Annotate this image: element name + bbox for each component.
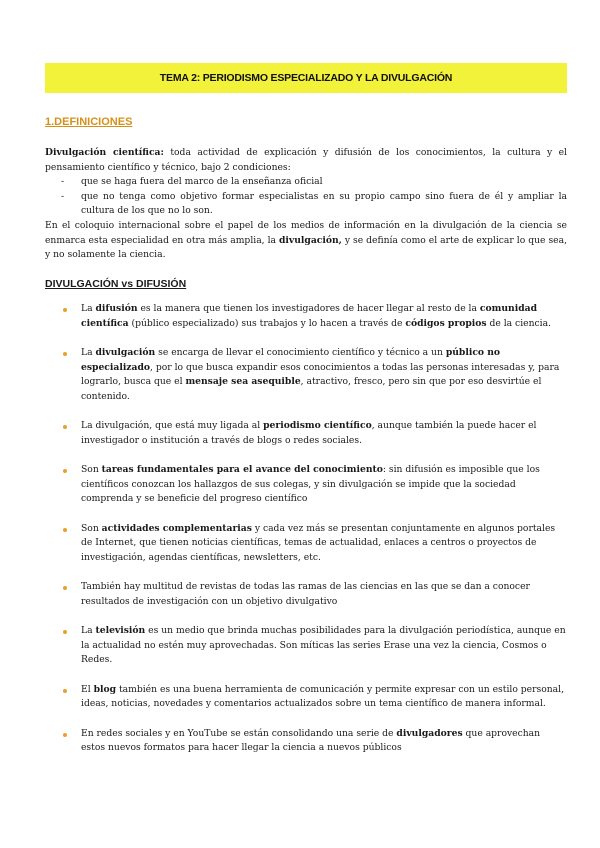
title-banner xyxy=(45,63,567,93)
bullet-text: (público especializado) sus trabajos y lo hacen a través de xyxy=(128,317,406,329)
bullet-item xyxy=(45,580,567,609)
bullet-bold-text: divulgación xyxy=(95,346,156,358)
bullet-text: que aprovechan estos nuevos formatos para hacer llegar la ciencia a nuevos públicos xyxy=(81,727,541,754)
bullet-bold-text: periodismo científico xyxy=(263,420,372,432)
bullet-dot-icon xyxy=(63,308,67,312)
conditions-list xyxy=(45,175,567,219)
bullet-dot-icon xyxy=(63,689,67,693)
bullet-text: , aunque también la puede hacer el investigador o institución a través de blogs o redes sociales. xyxy=(81,420,537,446)
condition-text: que se haga fuera del marco de la enseñanza oficial xyxy=(81,176,323,188)
section-heading-divulgacion-vs-difusion: DIVULGACIÓN vs DIFUSIÓN xyxy=(45,278,187,290)
bullet-item xyxy=(45,522,567,566)
bullet-text: La xyxy=(81,625,96,637)
bullet-text: y cada vez más se presentan conjuntamente en algunos portales de Internet, que tienen noticias científicas, temas de actualidad, enlaces a centros o proyectos de investigación, agendas científicas, newsletters, etc. xyxy=(81,522,556,563)
section-heading-definiciones: 1.DEFINICIONES xyxy=(45,116,133,128)
bullet-text: : sin difusión es imposible que los científicos conozcan los hallazgos de sus colegas, y sin divulgación se impide que la sociedad comprenda y se beneficie del progreso científico xyxy=(81,464,540,505)
bullet-bold-text: actividades complementarias xyxy=(101,522,252,534)
colloquium-text: En el coloquio internacional sobre el papel de los medios de información en la divulgación de la ciencia se enmarca esta especialidad en otra más amplia, la xyxy=(45,219,567,246)
bullet-list xyxy=(45,302,567,771)
bullet-text: En redes sociales y en YouTube se están consolidando una serie de xyxy=(81,727,397,739)
bullet-item xyxy=(45,346,567,404)
bullet-text: es la manera que tienen los investigadores de hacer llegar al resto de la xyxy=(137,303,480,314)
colloquium-paragraph xyxy=(45,219,567,263)
page-title: TEMA 2: PERIODISMO ESPECIALIZADO Y LA DIVULGACIÓN xyxy=(159,72,453,84)
bullet-bold-text: mensaje sea asequible xyxy=(185,376,301,388)
list-item xyxy=(45,175,567,190)
bullet-item xyxy=(45,683,567,712)
colloquium-text-end: y se definía como el arte de explicar lo que sea, y no solamente la ciencia. xyxy=(45,234,567,261)
bullet-text: El xyxy=(81,683,94,695)
bullet-dot-icon xyxy=(63,733,67,737)
bullet-text: se encarga de llevar el conocimiento científico y técnico a un xyxy=(155,346,446,358)
bullet-item xyxy=(45,302,567,331)
list-item xyxy=(45,190,567,219)
bullet-text: La xyxy=(81,346,96,358)
bullet-dot-icon xyxy=(63,352,67,356)
condition-text: que no tenga como objetivo formar especialistas en su propio campo sino fuera de él y ampliar la cultura de los que no lo son. xyxy=(81,190,567,217)
bullet-bold-text: comunidad científica xyxy=(81,303,538,329)
bullet-bold-text: público no especializado xyxy=(81,346,501,373)
bullet-dot-icon xyxy=(63,528,67,532)
bullet-text: también es una buena herramienta de comunicación y permite expresar con un estilo personal, ideas, noticias, novedades y comentarios actualizados sobre un tema científico de manera informal. xyxy=(81,683,564,710)
colloquium-bold: divulgación, xyxy=(278,234,342,246)
bullet-bold-text: blog xyxy=(93,683,117,695)
bullet-item xyxy=(45,419,567,448)
bullet-bold-text: códigos propios xyxy=(405,317,487,329)
definition-text: toda actividad de explicación y difusión de los conocimientos, la cultura y el pensamiento científico y técnico, bajo 2 condiciones: xyxy=(45,147,567,173)
bullet-text: de la ciencia. xyxy=(486,317,551,329)
bullet-dot-icon xyxy=(63,425,67,429)
bullet-text: También hay multitud de revistas de todas las ramas de las ciencias en las que se dan a conocer resultados de investigación con un objetivo divulgativo xyxy=(81,581,530,607)
bullet-text: La divulgación, que está muy ligada al xyxy=(81,420,264,432)
definition-block xyxy=(45,146,567,263)
bullet-text: Son xyxy=(81,464,102,476)
bullet-text: La xyxy=(81,303,96,314)
bullet-item xyxy=(45,624,567,668)
definition-paragraph xyxy=(45,146,567,175)
bullet-text: es un medio que brinda muchas posibilidades para la divulgación periodística, aunque en la actualidad no estén muy aprovechadas. Son míticas las series Erase una vez la ciencia, Cosmos o Redes. xyxy=(81,625,566,666)
dash-bullet: - xyxy=(61,190,65,202)
bullet-bold-text: tareas fundamentales para el avance del conocimiento xyxy=(101,464,383,476)
bullet-text: Son xyxy=(81,522,102,534)
bullet-text: , por lo que busca expandir esos conocimientos a todas las personas interesadas y, para lograrlo, busca que el xyxy=(81,361,560,388)
bullet-item xyxy=(45,727,567,756)
bullet-dot-icon xyxy=(63,469,67,473)
bullet-bold-text: televisión xyxy=(95,625,146,637)
bullet-text: , atractivo, fresco, pero sin que por eso desvirtúe el contenido. xyxy=(81,376,542,402)
bullet-bold-text: difusión xyxy=(95,303,138,314)
dash-bullet: - xyxy=(61,176,65,188)
bullet-dot-icon xyxy=(63,630,67,634)
definition-term: Divulgación científica: xyxy=(45,147,164,158)
bullet-bold-text: divulgadores xyxy=(396,727,463,739)
bullet-dot-icon xyxy=(63,586,67,590)
bullet-item xyxy=(45,463,567,507)
